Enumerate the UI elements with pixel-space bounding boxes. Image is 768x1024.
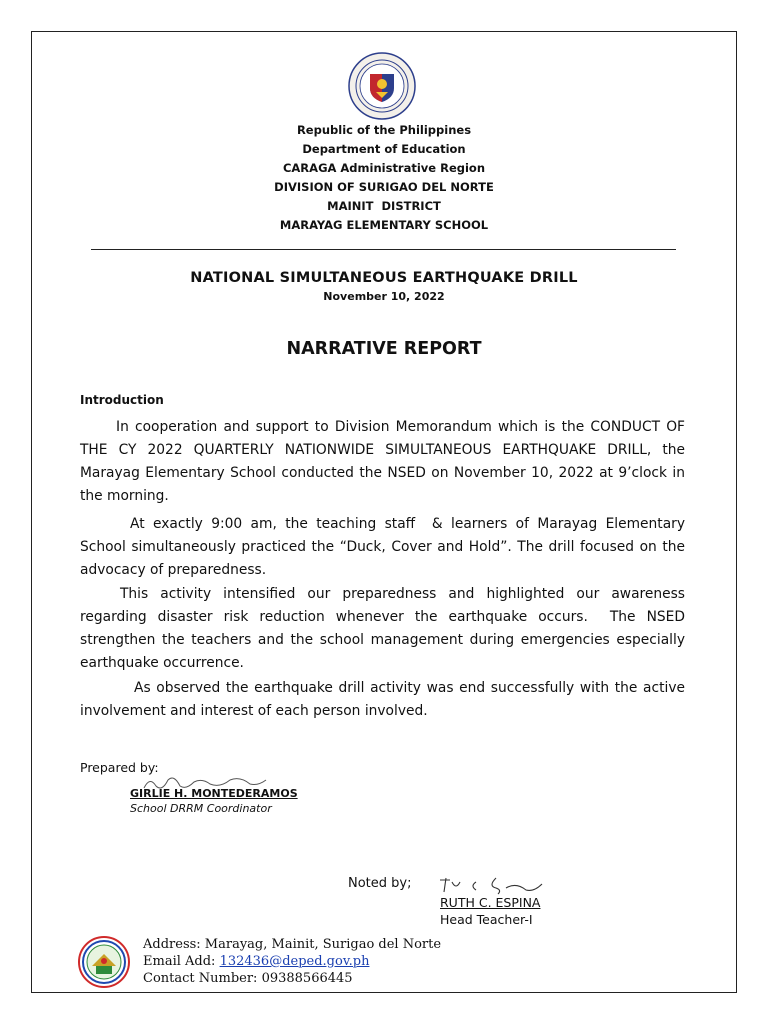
body-paragraph: In cooperation and support to Division Memorandum which is the CONDUCT OF THE CY 2022 QUARTERLY NATIONWIDE SIMULTANEOUS EARTHQUAKE DRILL, the Marayag Elementary School conducted the NSED on November 10, 2022 at 9’clock in the morning. xyxy=(80,419,685,504)
footer-email-line xyxy=(143,953,441,970)
section-heading-introduction: Introduction xyxy=(80,393,164,407)
letterhead-line: Republic of the Philippines xyxy=(296,123,472,137)
prepared-by-label: Prepared by: xyxy=(80,760,159,775)
drill-title: NATIONAL SIMULTANEOUS EARTHQUAKE DRILL xyxy=(190,270,578,286)
letterhead-line: MAINIT DISTRICT xyxy=(327,199,441,213)
noted-by-role: Head Teacher-I xyxy=(440,912,533,927)
footer-contact xyxy=(143,936,441,987)
footer-email-label: Email Add: xyxy=(143,954,220,969)
school-logo-icon xyxy=(78,936,130,988)
footer-contact-number: Contact Number: 09388566445 xyxy=(143,971,353,986)
prepared-by-role: School DRRM Coordinator xyxy=(130,802,272,815)
report-title: NARRATIVE REPORT xyxy=(286,339,482,359)
drill-date: November 10, 2022 xyxy=(323,290,445,303)
noted-by-name: RUTH C. ESPINA xyxy=(440,895,541,910)
noted-by-label: Noted by; xyxy=(348,876,412,891)
footer-address: Address: Marayag, Mainit, Surigao del Norte xyxy=(143,937,442,952)
header-divider xyxy=(91,249,676,250)
body-paragraph: At exactly 9:00 am, the teaching staff & learners of Marayag Elementary School simultaneously practiced the “Duck, Cover and Hold”. The drill focused on the advocacy of preparedness. xyxy=(80,516,690,578)
deped-seal-icon xyxy=(348,52,416,120)
prepared-by-name: GIRLIE H. MONTEDERAMOS xyxy=(130,787,298,800)
letterhead-line: CARAGA Administrative Region xyxy=(282,161,486,175)
letterhead-line: DIVISION OF SURIGAO DEL NORTE xyxy=(274,180,494,194)
body-paragraph: This activity intensified our preparedness and highlighted our awareness regarding disaster risk reduction whenever the earthquake occurs. The NSED strengthen the teachers and the school management during emergencies especially earthquake occurrence. xyxy=(80,586,690,671)
footer-email-link[interactable]: 132436@deped.gov.ph xyxy=(219,954,370,969)
letterhead xyxy=(0,121,768,235)
letterhead-line: Department of Education xyxy=(302,142,466,156)
body-paragraph: As observed the earthquake drill activity was end successfully with the active involvement and interest of each person involved. xyxy=(80,680,685,719)
letterhead-line: MARAYAG ELEMENTARY SCHOOL xyxy=(279,218,489,232)
